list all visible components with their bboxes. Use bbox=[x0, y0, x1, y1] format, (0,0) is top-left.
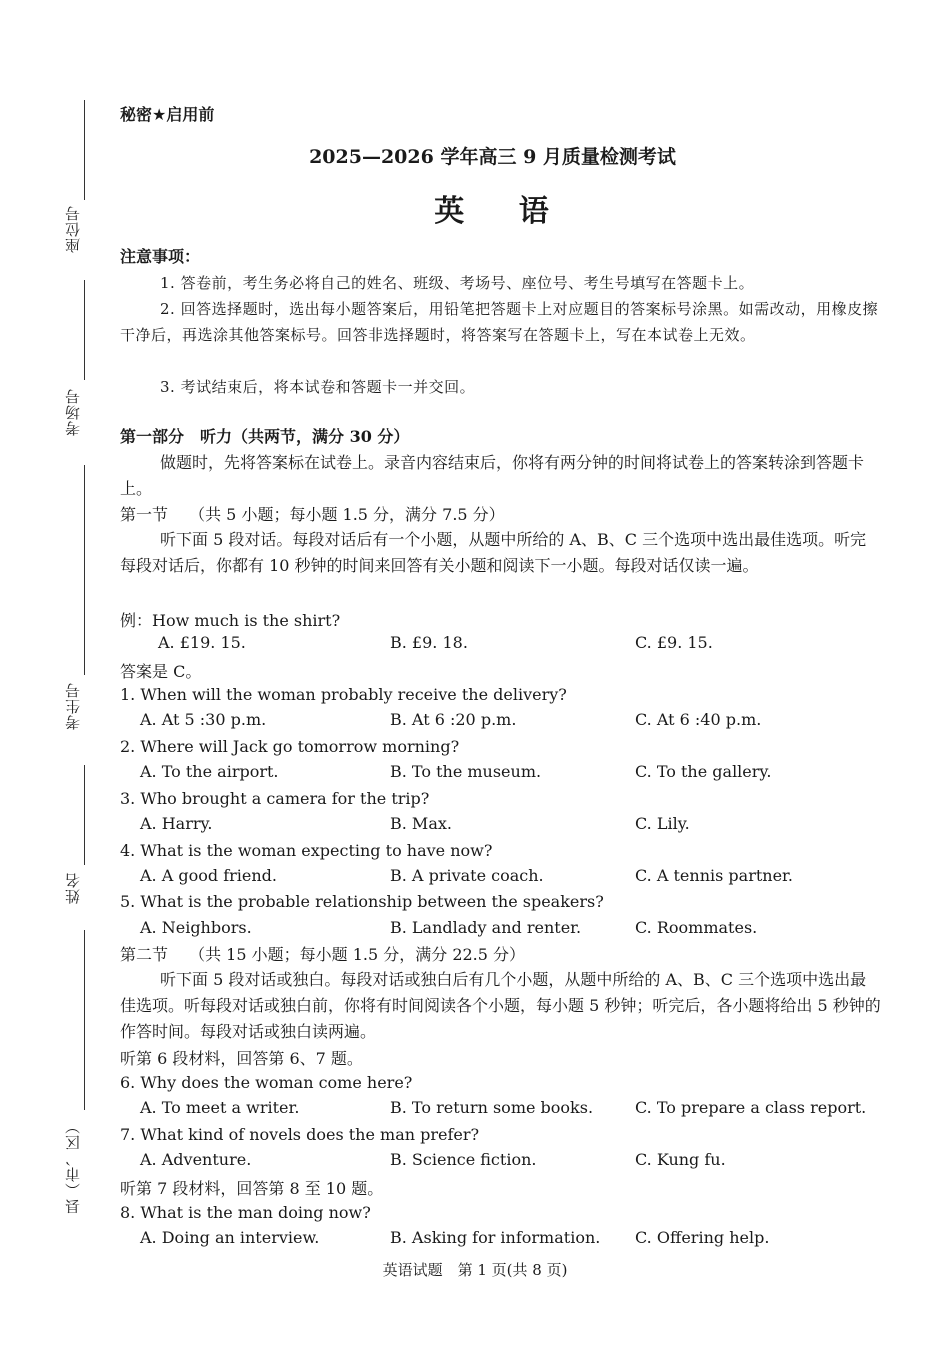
question-3: 3. Who brought a camera for the trip? bbox=[120, 789, 430, 808]
question-1-option-a: A. At 5 :30 p.m. bbox=[140, 710, 267, 729]
question-7-option-a: A. Adventure. bbox=[140, 1150, 252, 1169]
example-option-b: B. £9. 18. bbox=[390, 633, 468, 652]
question-7-option-b: B. Science fiction. bbox=[390, 1150, 537, 1169]
question-4-option-a: A. A good friend. bbox=[140, 866, 277, 885]
question-5-option-b: B. Landlady and renter. bbox=[390, 918, 582, 937]
question-3-option-b: B. Max. bbox=[390, 814, 452, 833]
section2-intro: 听下面 5 段对话或独白。每段对话或独白后有几个小题，从题中所给的 A、B、C 三个选项中选出最佳选项。听每段对话或独白前，你将有时间阅读各个小题，每小题 5 秒钟；听完后，各小题将给出 5 秒钟的作答时间。每段对话或独白读两遍。 bbox=[120, 970, 881, 1041]
example-question: 例：How much is the shirt? bbox=[120, 611, 341, 630]
example-option-c: C. £9. 15. bbox=[635, 633, 713, 652]
notice-heading: 注意事项： bbox=[120, 247, 201, 266]
question-3-option-a: A. Harry. bbox=[140, 814, 213, 833]
part1-intro: 做题时，先将答案标在试卷上。录音内容结束后，你将有两分钟的时间将试卷上的答案转涂到答题卡上。 bbox=[120, 453, 865, 498]
room-number-label: 考场号 bbox=[64, 388, 82, 436]
material-6-instruction: 听第 6 段材料，回答第 6、7 题。 bbox=[120, 1049, 363, 1068]
question-5-option-c: C. Roommates. bbox=[635, 918, 758, 937]
section1-intro: 听下面 5 段对话。每段对话后有一个小题，从题中所给的 A、B、C 三个选项中选出最佳选项。听完每段对话后，你都有 10 秒钟的时间来回答有关小题和阅读下一小题。每段对话仅读一遍。 bbox=[120, 530, 867, 575]
room-number-line bbox=[84, 280, 85, 380]
subject-title: 英 语 bbox=[434, 194, 571, 229]
question-8-option-b: B. Asking for information. bbox=[390, 1228, 601, 1247]
name-line bbox=[84, 765, 85, 865]
question-4-option-c: C. A tennis partner. bbox=[635, 866, 794, 885]
question-7-option-c: C. Kung fu. bbox=[635, 1150, 726, 1169]
question-6-option-c: C. To prepare a class report. bbox=[635, 1098, 867, 1117]
county-line bbox=[84, 930, 85, 1110]
question-2: 2. Where will Jack go tomorrow morning? bbox=[120, 737, 460, 756]
question-6-option-b: B. To return some books. bbox=[390, 1098, 594, 1117]
question-7: 7. What kind of novels does the man prefer? bbox=[120, 1125, 480, 1144]
question-8-option-c: C. Offering help. bbox=[635, 1228, 770, 1247]
question-1: 1. When will the woman probably receive the delivery? bbox=[120, 685, 567, 704]
page-footer: 英语试题 第 1 页(共 8 页) bbox=[382, 1261, 568, 1279]
notice-item-1: 1. 答卷前，考生务必将自己的姓名、班级、考场号、座位号、考生号填写在答题卡上。 bbox=[160, 274, 755, 292]
notice-item-2: 2. 回答选择题时，选出每小题答案后，用铅笔把答题卡上对应题目的答案标号涂黑。如需改动，用橡皮擦干净后，再选涂其他答案标号。回答非选择题时，将答案写在答题卡上，写在本试卷上无效。 bbox=[120, 300, 879, 344]
exam-number-line bbox=[84, 465, 85, 675]
question-3-option-c: C. Lily. bbox=[635, 814, 690, 833]
question-5-option-a: A. Neighbors. bbox=[140, 918, 252, 937]
secret-mark: 秘密★启用前 bbox=[120, 105, 215, 124]
question-1-option-c: C. At 6 :40 p.m. bbox=[635, 710, 762, 729]
section2-heading: 第二节 （共 15 小题；每小题 1.5 分，满分 22.5 分） bbox=[120, 945, 526, 964]
name-label: 姓名 bbox=[64, 872, 82, 904]
part1-heading: 第一部分 听力（共两节，满分 30 分） bbox=[120, 427, 410, 446]
material-7-instruction: 听第 7 段材料，回答第 8 至 10 题。 bbox=[120, 1179, 384, 1198]
question-2-option-a: A. To the airport. bbox=[140, 762, 279, 781]
question-6: 6. Why does the woman come here? bbox=[120, 1073, 413, 1092]
question-6-option-a: A. To meet a writer. bbox=[140, 1098, 300, 1117]
section1-heading: 第一节 （共 5 小题；每小题 1.5 分，满分 7.5 分） bbox=[120, 505, 505, 524]
notice-item-3: 3. 考试结束后，将本试卷和答题卡一并交回。 bbox=[160, 378, 476, 396]
question-1-option-b: B. At 6 :20 p.m. bbox=[390, 710, 517, 729]
exam-number-label: 考生号 bbox=[64, 682, 82, 730]
question-5: 5. What is the probable relationship between the speakers? bbox=[120, 892, 604, 911]
question-2-option-c: C. To the gallery. bbox=[635, 762, 772, 781]
example-option-a: A. £19. 15. bbox=[158, 633, 246, 652]
question-8-option-a: A. Doing an interview. bbox=[140, 1228, 320, 1247]
seat-number-label: 座位号 bbox=[64, 205, 82, 253]
question-2-option-b: B. To the museum. bbox=[390, 762, 542, 781]
example-answer: 答案是 C。 bbox=[120, 662, 202, 681]
exam-title: 2025—2026 学年高三 9 月质量检测考试 bbox=[309, 146, 676, 168]
question-8: 8. What is the man doing now? bbox=[120, 1203, 371, 1222]
question-4-option-b: B. A private coach. bbox=[390, 866, 544, 885]
seat-number-line bbox=[84, 100, 85, 200]
question-4: 4. What is the woman expecting to have now? bbox=[120, 841, 493, 860]
county-label: 县（市、区） bbox=[64, 1118, 82, 1214]
